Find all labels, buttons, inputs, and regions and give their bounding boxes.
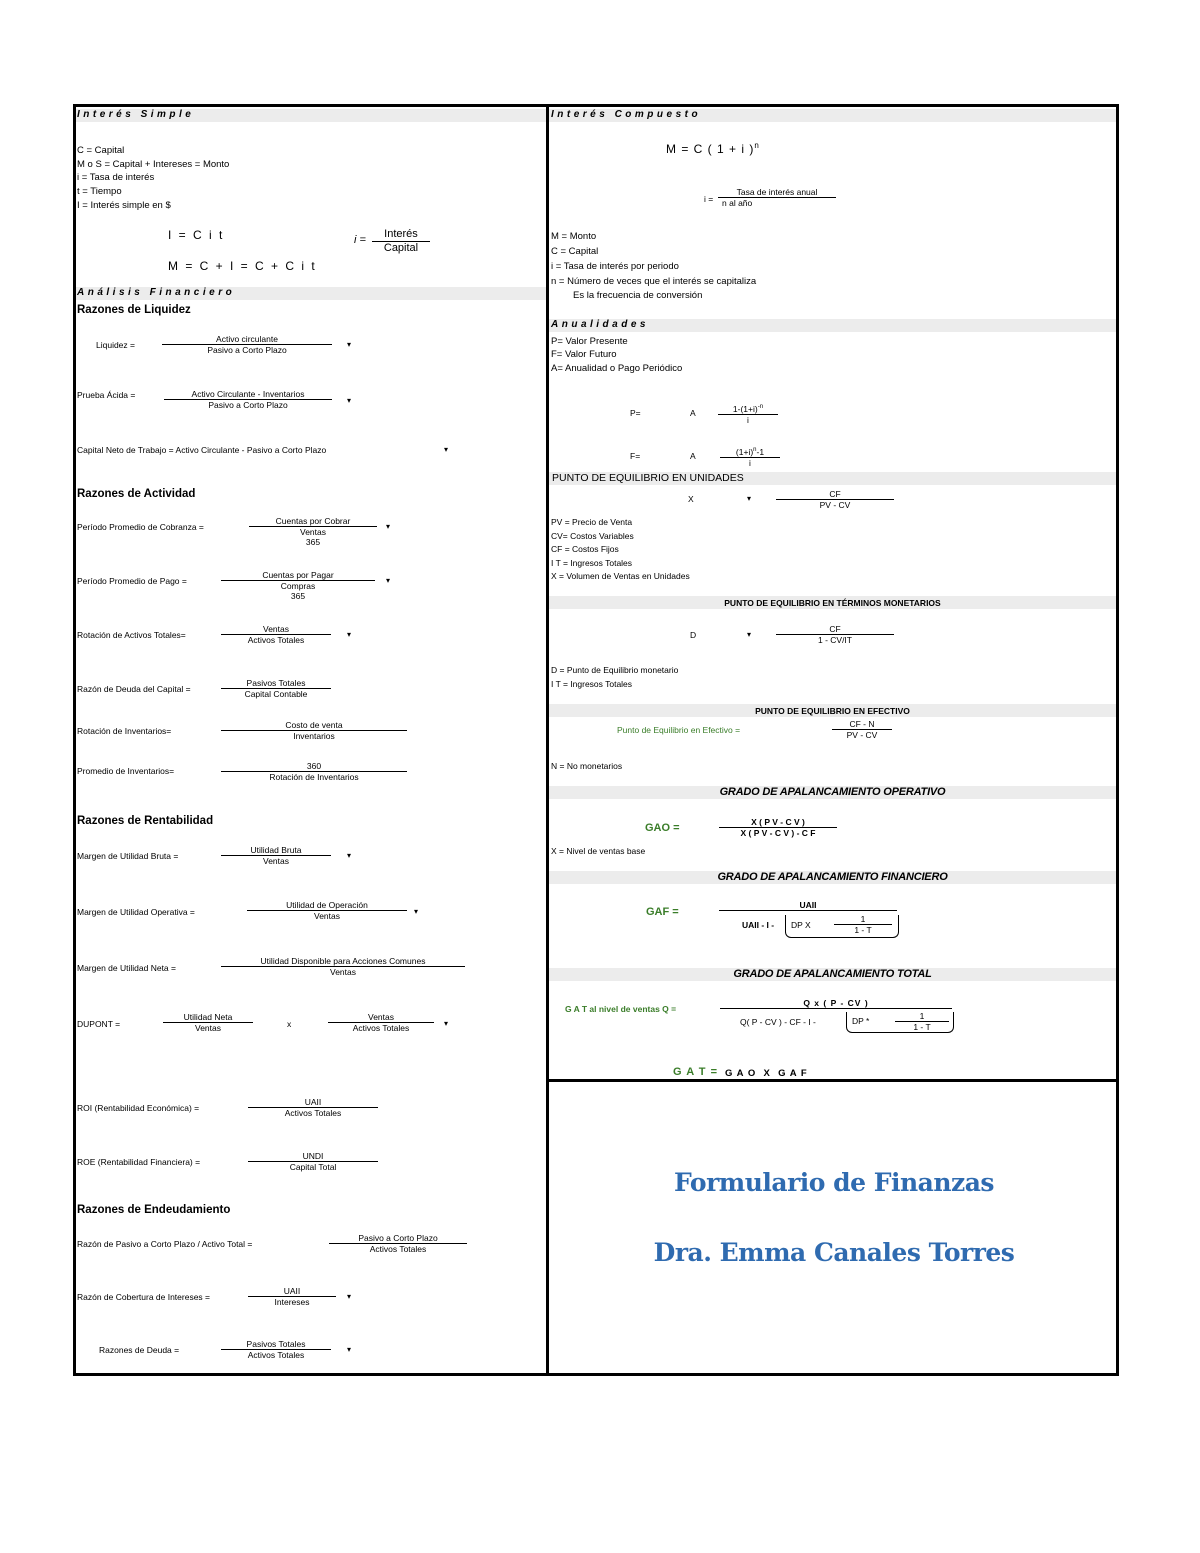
- denominator: Inventarios: [293, 731, 335, 741]
- def-line: X = Volumen de Ventas en Unidades: [551, 571, 690, 581]
- def-line: CV= Costos Variables: [551, 531, 634, 541]
- section-title-pe-monetario: PUNTO DE EQUILIBRIO EN TÉRMINOS MONETARIOS: [724, 598, 941, 608]
- numerator: [718, 402, 778, 415]
- ratio-label: Razón de Deuda del Capital =: [77, 684, 191, 694]
- def-line: I = Interés simple en $: [77, 200, 171, 211]
- numerator: Ventas: [221, 624, 331, 635]
- numerator: Pasivo a Corto Plazo: [329, 1233, 467, 1244]
- ratio-fraction: [221, 720, 407, 741]
- denominator: X ( P V - C V ) - C F: [740, 828, 816, 838]
- section-title-pe-efectivo: PUNTO DE EQUILIBRIO EN EFECTIVO: [755, 706, 910, 716]
- multiply-sign: x: [287, 1019, 292, 1029]
- denominator: Ventas: [300, 527, 326, 537]
- gaf-numerator: UAII: [719, 900, 897, 911]
- equals-mark: ▾: [347, 1292, 352, 1301]
- numerator: 360: [221, 761, 407, 772]
- ratio-fraction: [248, 1286, 336, 1307]
- ratio-label: Margen de Utilidad Neta =: [77, 963, 176, 973]
- denominator: Ventas: [330, 967, 356, 977]
- section-title-gaf: GRADO DE APALANCAMIENTO FINANCIERO: [717, 871, 948, 883]
- ratio-fraction: [247, 900, 407, 921]
- numerator: Utilidad Neta: [163, 1012, 253, 1023]
- equals-mark: ▾: [444, 445, 449, 454]
- ratio-label: Promedio de Inventarios=: [77, 766, 175, 776]
- denominator: Capital Contable: [244, 689, 308, 699]
- subsection-liquidez: Razones de Liquidez: [77, 304, 191, 316]
- def-line: I T = Ingresos Totales: [551, 679, 633, 689]
- numerator: [720, 445, 780, 458]
- ratio-label: Margen de Utilidad Bruta =: [77, 851, 179, 861]
- subsection-endeudamiento: Razones de Endeudamiento: [77, 1204, 231, 1216]
- denominator: Pasivo a Corto Plazo: [207, 345, 287, 355]
- equals-mark: ▾: [444, 1019, 449, 1028]
- equals-mark: ▾: [347, 851, 352, 860]
- denominator: Compras: [280, 581, 316, 591]
- numerator: UNDI: [248, 1151, 378, 1162]
- def-line: P= Valor Presente: [551, 336, 628, 347]
- formula-lhs: F=: [630, 451, 641, 461]
- numerator: UAII: [248, 1097, 378, 1108]
- formula-interes: I = C i t: [168, 228, 225, 242]
- denominator: Rotación de Inventarios: [269, 772, 359, 782]
- denominator: Activos Totales: [369, 1244, 427, 1254]
- formula-monto: M = C + I = C + C i t: [168, 259, 317, 273]
- ratio-label: Prueba Ácida =: [77, 390, 136, 400]
- def-line: i = Tasa de interés: [77, 172, 155, 183]
- ratio-fraction: [249, 516, 377, 547]
- formula-tasa-fraction: [372, 228, 430, 255]
- equals-mark: ▾: [347, 396, 352, 405]
- ratio-label: Razones de Deuda =: [99, 1345, 180, 1355]
- document-title: Formulario de Finanzas: [674, 1168, 994, 1197]
- exponent: -n: [757, 404, 764, 410]
- def-line: C = Capital: [77, 145, 125, 156]
- gao-lhs: GAO =: [645, 822, 680, 834]
- formula-factor: A: [690, 451, 696, 461]
- section-title-gao: GRADO DE APALANCAMIENTO OPERATIVO: [719, 786, 946, 798]
- numerator: Activo circulante: [162, 334, 332, 345]
- equals-mark: ▾: [347, 340, 352, 349]
- gat-denominator: Q( P - CV ) - CF - I -: [740, 1017, 816, 1027]
- denominator: Ventas: [195, 1023, 221, 1033]
- def-line: n = Número de veces que el interés se capitaliza: [551, 276, 757, 287]
- denominator: PV - CV: [846, 730, 878, 740]
- gao-fraction: [719, 817, 837, 838]
- numerator: Activo Circulante - Inventarios: [164, 389, 332, 400]
- numerator: X ( P V - C V ): [719, 817, 837, 828]
- denominator: i: [749, 457, 751, 468]
- gaf-inner-label: DP X: [791, 920, 811, 930]
- numerator: CF: [776, 489, 894, 500]
- numerator: Utilidad Bruta: [221, 845, 331, 856]
- formula-tasa-lhs: i =: [354, 234, 366, 246]
- section-title-gat: GRADO DE APALANCAMIENTO TOTAL: [733, 968, 932, 980]
- numerator: Utilidad de Operación: [247, 900, 407, 911]
- def-line: X = Nivel de ventas base: [551, 846, 646, 856]
- pe-fraction: [776, 489, 894, 510]
- numerator: Cuentas por Pagar: [221, 570, 375, 581]
- denominator: Activos Totales: [352, 1023, 410, 1033]
- subsection-rentabilidad: Razones de Rentabilidad: [77, 815, 214, 827]
- def-line: CF = Costos Fijos: [551, 544, 619, 554]
- ratio-label: Razón de Pasivo a Corto Plazo / Activo Total =: [77, 1239, 253, 1249]
- formula-lhs: X: [688, 494, 694, 504]
- denominator: i: [747, 414, 749, 425]
- ratio-fraction: [248, 1151, 378, 1172]
- ratio-label: Margen de Utilidad Operativa =: [77, 907, 195, 917]
- gat-inner-label: DP *: [852, 1016, 870, 1026]
- ratio-label: Liquidez =: [96, 340, 135, 350]
- numerator-tail: -1: [756, 446, 765, 457]
- denominator-extra: 365: [305, 537, 321, 547]
- ratio-fraction: [162, 334, 332, 355]
- numerator: UAII: [248, 1286, 336, 1297]
- ratio-label: ROE (Rentabilidad Financiera) =: [77, 1157, 201, 1167]
- numerator: CF - N: [832, 719, 892, 730]
- section-title-analisis: Análisis Financiero: [77, 287, 236, 298]
- ratio-label: Período Promedio de Cobranza =: [77, 522, 204, 532]
- exponent: n: [754, 141, 760, 150]
- numerator: Tasa de interés anual: [718, 187, 836, 198]
- equals-mark: ▾: [347, 630, 352, 639]
- equals-mark: ▾: [747, 494, 752, 503]
- section-title-anualidades: Anualidades: [551, 319, 649, 330]
- numerator: Ventas: [328, 1012, 434, 1023]
- formula-lhs: P=: [630, 408, 641, 418]
- gat-final-rhs: G A O X G A F: [725, 1068, 808, 1079]
- pee-label: Punto de Equilibrio en Efectivo =: [617, 725, 741, 735]
- capital-neto-formula: Capital Neto de Trabajo = Activo Circulante - Pasivo a Corto Plazo: [77, 445, 327, 455]
- equals-mark: ▾: [747, 630, 752, 639]
- denominator: PV - CV: [819, 500, 851, 510]
- ratio-fraction: [328, 1012, 434, 1033]
- exponent: n: [753, 447, 757, 453]
- formula-lhs: D: [690, 630, 697, 640]
- numerator-base: 1-(1+i): [732, 403, 758, 414]
- def-line: A= Anualidad o Pago Periódico: [551, 363, 683, 374]
- denominator-extra: 365: [290, 591, 306, 601]
- denominator: 1 - CV/IT: [817, 635, 852, 645]
- def-line: Es la frecuencia de conversión: [573, 290, 703, 301]
- gat-lhs: G A T al nivel de ventas Q =: [565, 1004, 677, 1014]
- ratio-label: Rotación de Activos Totales=: [77, 630, 186, 640]
- ratio-fraction: [163, 1012, 253, 1033]
- numerator: Interés: [372, 228, 430, 242]
- equals-mark: ▾: [386, 522, 391, 531]
- section-title-pe-unidades: PUNTO DE EQUILIBRIO EN UNIDADES: [552, 472, 744, 484]
- def-line: M o S = Capital + Intereses = Monto: [77, 159, 230, 170]
- ratio-label: Rotación de Inventarios=: [77, 726, 172, 736]
- numerator: Cuentas por Cobrar: [249, 516, 377, 527]
- denominator: Activos Totales: [247, 635, 305, 645]
- subsection-actividad: Razones de Actividad: [77, 488, 196, 500]
- denominator: Pasivo a Corto Plazo: [208, 400, 288, 410]
- equals-mark: ▾: [414, 907, 419, 916]
- gat-final-lhs: G A T =: [673, 1066, 718, 1078]
- ratio-fraction: [221, 956, 465, 977]
- gaf-inner-fraction: [834, 914, 892, 935]
- ratio-fraction: [221, 1339, 331, 1360]
- numerator: 1: [895, 1011, 949, 1022]
- section-title-interes-simple: Interés Simple: [77, 109, 195, 120]
- def-line: F= Valor Futuro: [551, 349, 617, 360]
- denominator: Intereses: [274, 1297, 310, 1307]
- ratio-label: Razón de Cobertura de Intereses =: [77, 1292, 211, 1302]
- ratio-fraction: [248, 1097, 378, 1118]
- gat-numerator: Q x ( P - CV ): [720, 998, 952, 1009]
- denominator: Ventas: [263, 856, 289, 866]
- gaf-denominator: UAII - I -: [742, 920, 775, 930]
- numerator: Pasivos Totales: [221, 1339, 331, 1350]
- equals-mark: ▾: [386, 576, 391, 585]
- equals-mark: ▾: [347, 1345, 352, 1354]
- def-line: D = Punto de Equilibrio monetario: [551, 665, 679, 675]
- def-line: I T = Ingresos Totales: [551, 558, 633, 568]
- pee-fraction: [832, 719, 892, 740]
- ratio-fraction: [329, 1233, 467, 1254]
- ratio-fraction: [221, 761, 407, 782]
- numerator-base: (1+i): [735, 446, 754, 457]
- formula-tasa-fraction: [718, 187, 836, 208]
- denominator: n al año: [722, 198, 753, 208]
- numerator: 1: [834, 914, 892, 925]
- formula-text: M = C ( 1 + i ): [666, 142, 755, 156]
- formula-tasa-lhs: i =: [704, 194, 714, 204]
- denominator: 1 - T: [913, 1022, 931, 1032]
- denominator: 1 - T: [854, 925, 872, 935]
- document-author: Dra. Emma Canales Torres: [653, 1238, 1015, 1267]
- def-line: N = No monetarios: [551, 761, 623, 771]
- ratio-fraction: [221, 624, 331, 645]
- annuity-fv-fraction: [720, 445, 780, 468]
- numerator: Utilidad Disponible para Acciones Comunes: [221, 956, 465, 967]
- ratio-label: Período Promedio de Pago =: [77, 576, 187, 586]
- def-line: C = Capital: [551, 246, 599, 257]
- title-box-divider: [549, 1079, 1119, 1082]
- denominator: Capital Total: [289, 1162, 337, 1172]
- section-title-interes-compuesto: Interés Compuesto: [551, 109, 702, 120]
- numerator: Pasivos Totales: [221, 678, 331, 689]
- ratio-label: DUPONT =: [77, 1019, 121, 1029]
- def-line: M = Monto: [551, 231, 597, 242]
- denominator: Capital: [383, 242, 419, 254]
- ratio-fraction: [221, 845, 331, 866]
- def-line: i = Tasa de interés por periodo: [551, 261, 679, 272]
- formula-factor: A: [690, 408, 696, 418]
- denominator: Activos Totales: [247, 1350, 305, 1360]
- def-line: PV = Precio de Venta: [551, 517, 633, 527]
- ratio-fraction: [221, 678, 331, 699]
- formula-monto-compuesto: [666, 141, 760, 156]
- ratio-label: ROI (Rentabilidad Económica) =: [77, 1103, 200, 1113]
- def-line: t = Tiempo: [77, 186, 122, 197]
- annuity-pv-fraction: [718, 402, 778, 425]
- gat-inner-fraction: [895, 1011, 949, 1032]
- denominator: Ventas: [314, 911, 340, 921]
- denominator: Activos Totales: [284, 1108, 342, 1118]
- ratio-fraction: [221, 570, 375, 601]
- gaf-lhs: GAF =: [646, 906, 679, 918]
- numerator: Costo de venta: [221, 720, 407, 731]
- pem-fraction: [776, 624, 894, 645]
- ratio-fraction: [164, 389, 332, 410]
- numerator: CF: [776, 624, 894, 635]
